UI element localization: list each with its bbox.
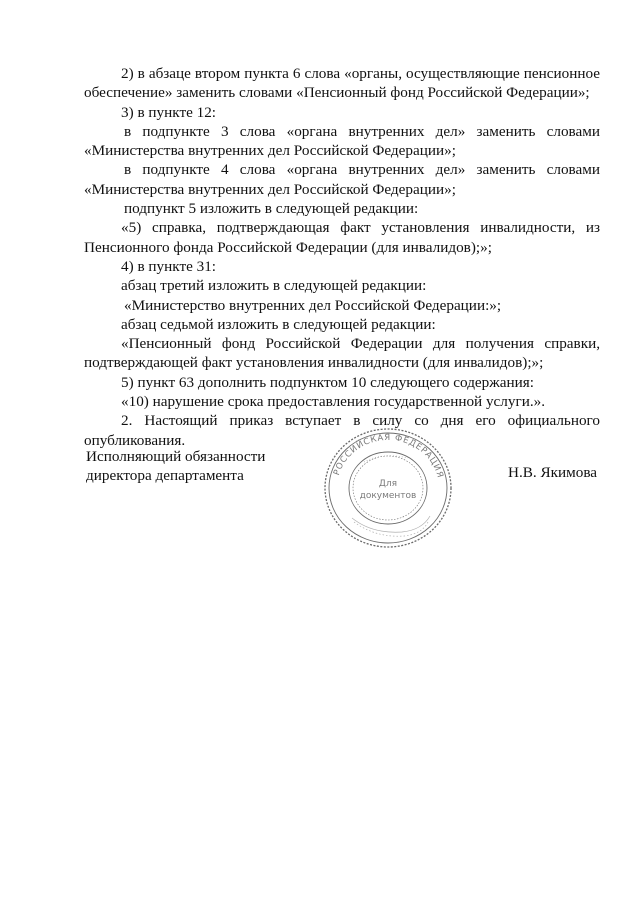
- paragraph-amendment-5: 5) пункт 63 дополнить подпунктом 10 следующего содержания:: [121, 373, 534, 391]
- document-body: [84, 64, 600, 450]
- stamp-outer-text: РОССИЙСКАЯ ФЕДЕРАЦИЯ: [331, 432, 445, 480]
- paragraph-quote-5: «5) справка, подтверждающая факт установления инвалидности, из Пенсионного фонда Российской Федерации (для инвалидов);»;: [84, 219, 600, 256]
- signatory-position-line-1: Исполняющий обязанности: [86, 448, 266, 465]
- signatory-position-line-2: директора департамента: [86, 467, 244, 485]
- stamp-center-line-2: документов: [359, 491, 417, 501]
- paragraph-subitem-5: подпункт 5 изложить в следующей редакции:: [124, 200, 419, 218]
- paragraph-subitem-4: в подпункте 4 слова «органа внутренних дел» заменить словами «Министерства внутренних дел Российской Федерации»;: [84, 161, 600, 198]
- paragraph-quote-10: «10) нарушение срока предоставления государственной услуги.».: [121, 393, 546, 411]
- paragraph-amendment-4: 4) в пункте 31:: [121, 257, 217, 275]
- paragraph-quote-pfr: «Пенсионный фонд Российской Федерации для получения справки, подтверждающей факт установления инвалидности (для инвалидов);»;: [84, 335, 600, 372]
- signatory-position: [86, 447, 286, 486]
- signatory-name: Н.В. Якимова: [508, 464, 598, 481]
- official-stamp: [322, 426, 454, 550]
- paragraph-entry-into-force: 2. Настоящий приказ вступает в силу со дня его официального опубликования.: [84, 412, 600, 449]
- paragraph-amendment-2: 2) в абзаце втором пункта 6 слова «органы, осуществляющие пенсионное обеспечение» заменить словами «Пенсионный фонд Российской Федерации»;: [84, 65, 600, 102]
- paragraph-amendment-3: 3) в пункте 12:: [121, 103, 217, 121]
- paragraph-abzac-7: абзац седьмой изложить в следующей редакции:: [121, 315, 436, 333]
- paragraph-abzac-3: абзац третий изложить в следующей редакции:: [121, 277, 427, 295]
- stamp-center-line-1: Для: [378, 479, 398, 489]
- paragraph-quote-mvd: «Министерство внутренних дел Российской Федерации:»;: [124, 296, 502, 314]
- paragraph-subitem-3: в подпункте 3 слова «органа внутренних дел» заменить словами «Министерства внутренних дел Российской Федерации»;: [84, 122, 600, 160]
